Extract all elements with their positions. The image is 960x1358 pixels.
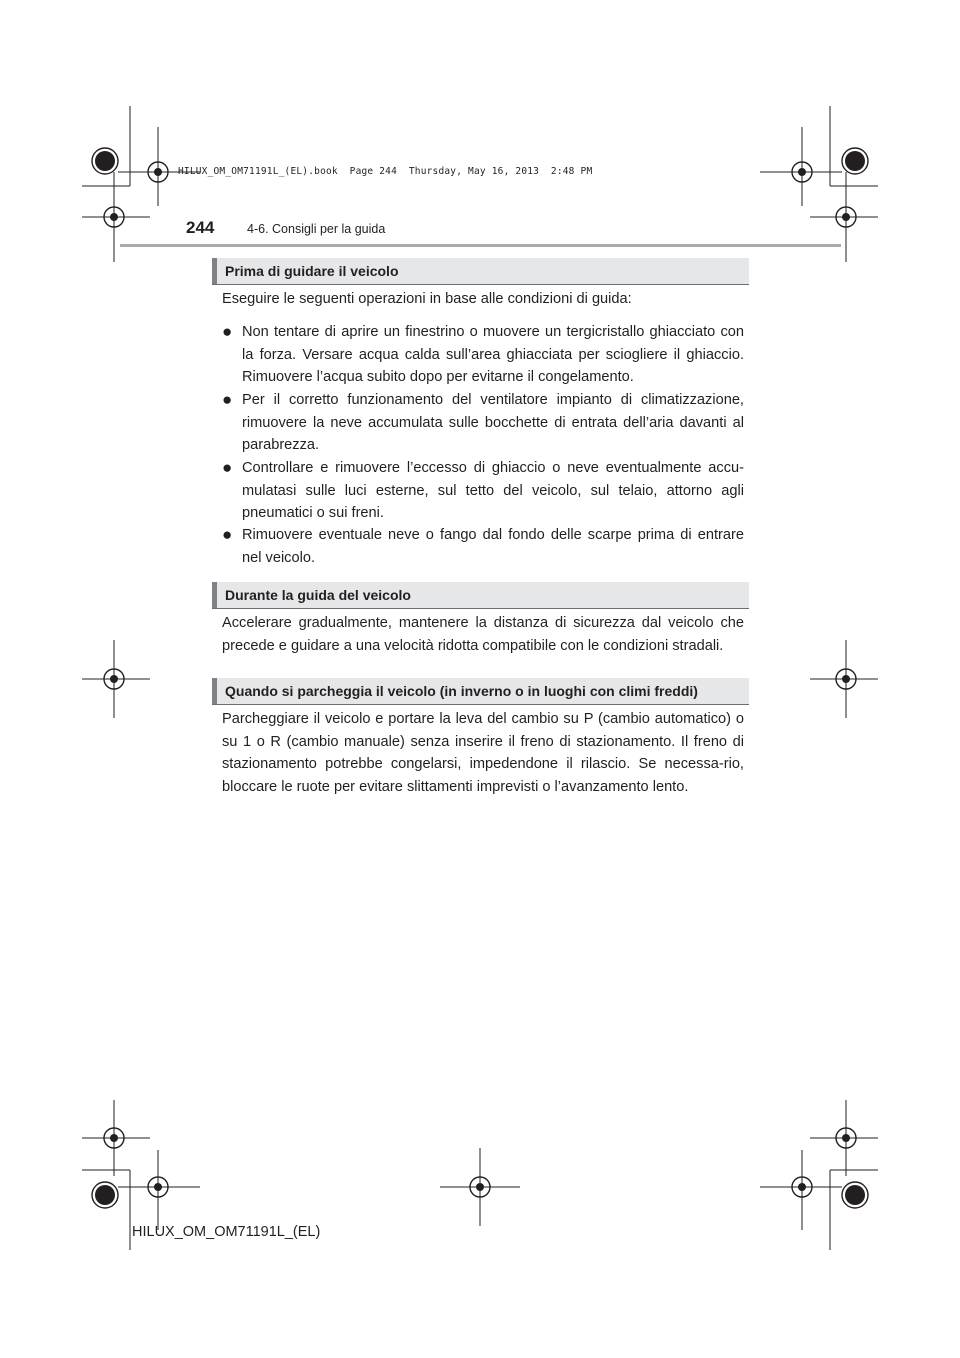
driving-paragraph: Accelerare gradualmente, mantenere la distanza di sicurezza dal veicolo che precede e guidare a una velocità ridotta compatibile con le condizioni stradali. — [222, 615, 744, 654]
bullet-icon: ● — [222, 458, 233, 477]
bullet-icon: ● — [222, 390, 233, 409]
heading-when-parking — [212, 678, 749, 705]
page-number: 244 — [186, 218, 215, 237]
heading-while-driving — [212, 582, 749, 609]
book-file-info: HILUX_OM_OM71191L_(EL).book Page 244 Thursday, May 16, 2013 2:48 PM — [178, 166, 593, 177]
heading-bar — [212, 582, 217, 608]
list-item — [222, 389, 744, 457]
heading-before-driving — [212, 258, 749, 285]
list-item — [222, 321, 744, 389]
heading-text: Quando si parcheggia il veicolo (in inverno o in luoghi con climi freddi) — [225, 683, 698, 699]
heading-bar — [212, 678, 217, 704]
list-item-text: Per il corretto funzionamento del ventilatore impianto di climatizzazione, rimuovere la neve accumulata sulle bocchette di entrata dell’aria davanti al parabrezza. — [242, 392, 744, 453]
parking-paragraph: Parcheggiare il veicolo e portare la leva del cambio su P (cambio automatico) o su 1 o R (cambio manuale) senza inserire il freno di stazionamento. Il freno di stazionamento potrebbe congelarsi, impedendone il rilascio. Se necessa-rio, bloccare le ruote per evitare slittamenti imprevisti o l’avanzamento lento. — [222, 711, 744, 795]
list-item-text: Controllare e rimuovere l’eccesso di ghiaccio o neve eventualmente accu-mulatasi sulle luci esterne, sul tetto del veicolo, sul telaio, attorno agli pneumatici o sui freni. — [242, 460, 744, 521]
header-rule — [120, 244, 841, 247]
list-item-text: Non tentare di aprire un finestrino o muovere un tergicristallo ghiacciato con la forza. Versare acqua calda sull’area ghiacciata per sciogliere il ghiaccio. Rimuovere l’acqua subito dopo per evitarne il congelamento. — [242, 324, 744, 385]
footer-manual-code: HILUX_OM_OM71191L_(EL) — [132, 1224, 321, 1240]
heading-text: Prima di guidare il veicolo — [225, 263, 399, 279]
bullet-icon: ● — [222, 525, 233, 544]
bullet-icon: ● — [222, 322, 233, 341]
heading-text: Durante la guida del veicolo — [225, 587, 411, 603]
section-title: 4-6. Consigli per la guida — [247, 222, 386, 236]
list-item — [222, 457, 744, 525]
heading-bar — [212, 258, 217, 284]
list-item — [222, 524, 744, 569]
intro-paragraph: Eseguire le seguenti operazioni in base alle condizioni di guida: — [222, 291, 632, 307]
list-item-text: Rimuovere eventuale neve o fango dal fondo delle scarpe prima di entrare nel veicolo. — [242, 527, 744, 566]
